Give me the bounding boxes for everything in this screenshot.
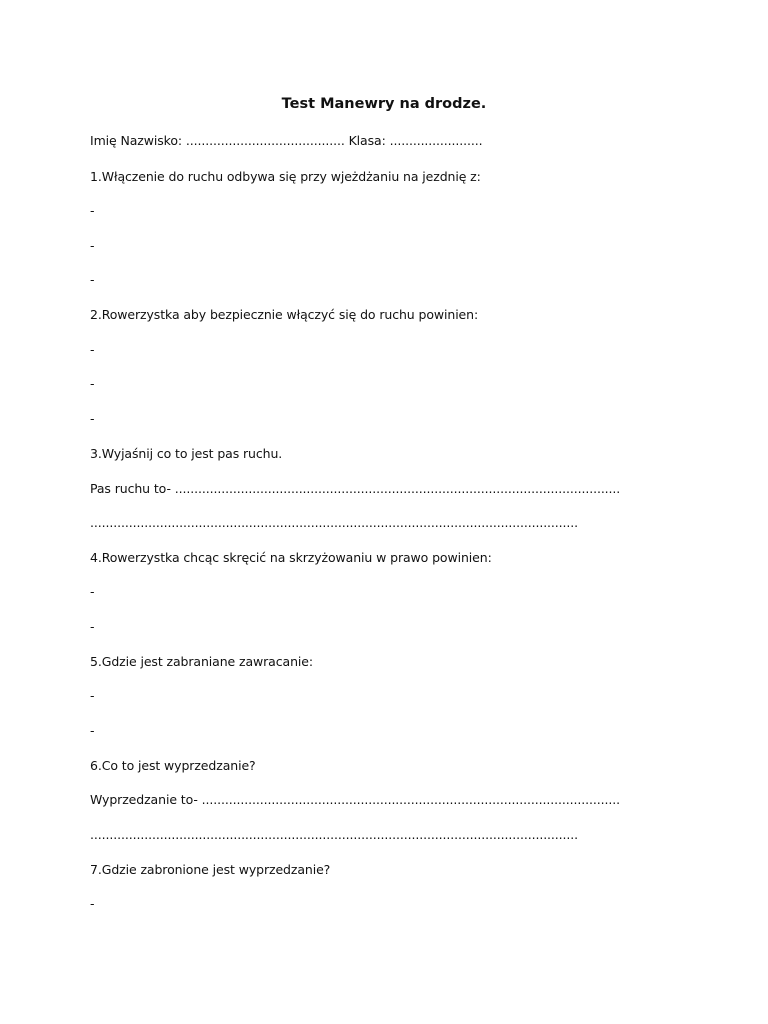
answer-line: - — [90, 342, 95, 357]
answer-line: - — [90, 203, 95, 218]
question-2: 2.Rowerzystka aby bezpiecznie włączyć się do ruchu powinien: — [90, 307, 479, 322]
answer-line: - — [90, 896, 95, 911]
answer-line: - — [90, 411, 95, 426]
answer-dotted-line: Pas ruchu to- ................................................................................................................... — [90, 481, 621, 496]
question-7: 7.Gdzie zabronione jest wyprzedzanie? — [90, 862, 331, 877]
answer-line: - — [90, 688, 95, 703]
answer-line: - — [90, 584, 95, 599]
answer-line: - — [90, 619, 95, 634]
answer-dotted-line: .............................................................................................................................. — [90, 515, 579, 530]
page-title: Test Manewry na drodze. — [281, 96, 487, 112]
question-6: 6.Co to jest wyprzedzanie? — [90, 758, 256, 773]
name-class-line: Imię Nazwisko: ......................................... Klasa: ........................ — [90, 133, 483, 148]
answer-line: - — [90, 238, 95, 253]
answer-line: - — [90, 723, 95, 738]
answer-dotted-line: .............................................................................................................................. — [90, 827, 579, 842]
answer-dotted-line: Wyprzedzanie to- ............................................................................................................ — [90, 792, 620, 807]
question-3: 3.Wyjaśnij co to jest pas ruchu. — [90, 446, 283, 461]
answer-line: - — [90, 272, 95, 287]
question-5: 5.Gdzie jest zabraniane zawracanie: — [90, 654, 313, 669]
question-1: 1.Włączenie do ruchu odbywa się przy wjeżdżaniu na jezdnię z: — [90, 169, 481, 184]
question-4: 4.Rowerzystka chcąc skręcić na skrzyżowaniu w prawo powinien: — [90, 550, 492, 565]
answer-line: - — [90, 376, 95, 391]
